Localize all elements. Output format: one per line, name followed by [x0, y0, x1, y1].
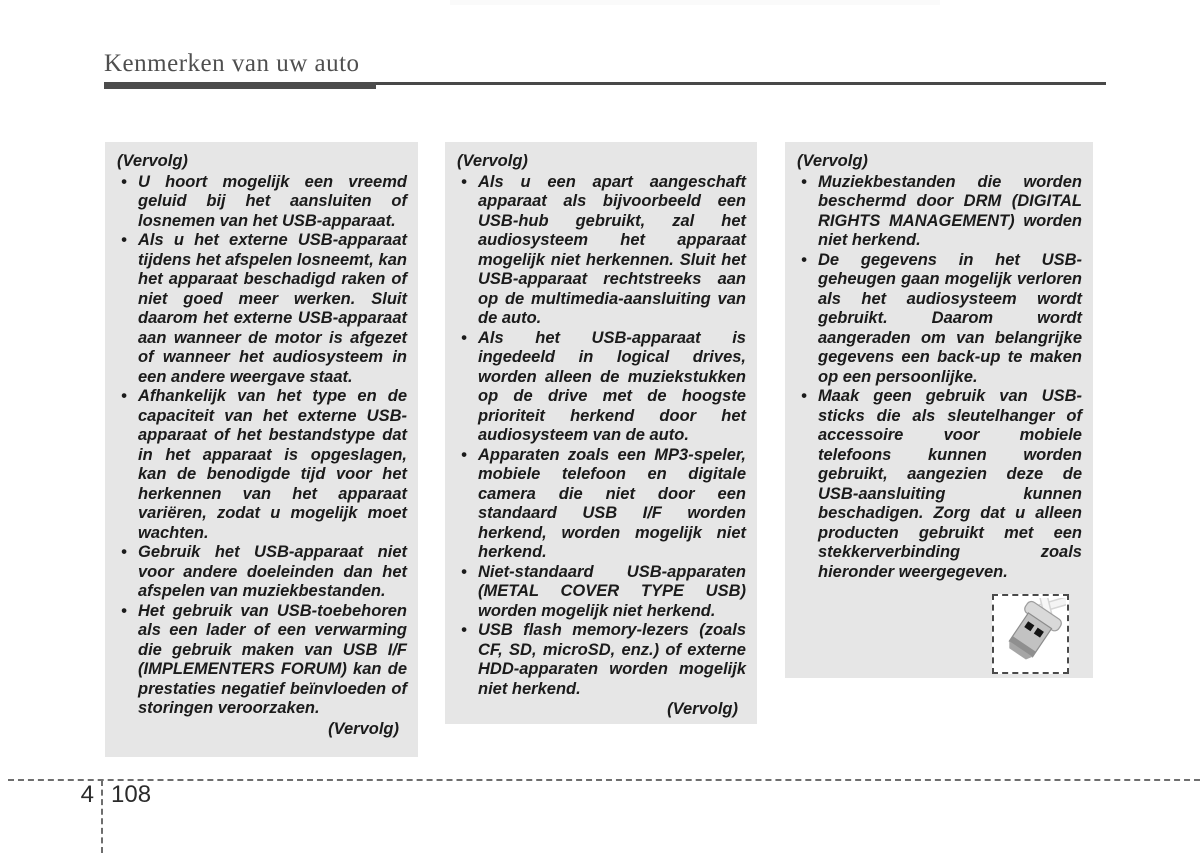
bullet-icon: •	[121, 601, 127, 620]
bullet-icon: •	[801, 172, 807, 191]
bullet-text: Niet-standaard USB-apparaten (METAL COVER TYPE USB) worden mogelijk niet herkend.	[478, 562, 746, 620]
bullet-text: Als het USB-apparaat is ingedeeld in logical drives, worden alleen de muziekstukken op de drive met de hoogste prioriteit herkend door het audiosysteem van de auto.	[478, 328, 746, 444]
continued-label-top: (Vervolg)	[457, 152, 528, 170]
bullet-icon: •	[801, 250, 807, 269]
bullet-item	[455, 563, 746, 622]
bullet-text: Apparaten zoals een MP3-speler, mobiele telefoon en digitale camera die niet door een standaard USB I/F worden herkend, worden mogelijk niet herkend.	[478, 445, 746, 561]
bullet-item	[795, 387, 1082, 582]
bullet-text: Maak geen gebruik van USB-sticks die als sleutelhanger of accessoire voor mobiele telefoons kunnen worden gebruikt, aangezien deze de USB-aansluiting kunnen beschadigen. Zorg dat u alleen producten gebruikt met een stekkerverbinding zoals hieronder weergegeven.	[818, 387, 1082, 581]
bullet-item	[115, 602, 407, 719]
usb-plug-icon	[996, 598, 1066, 670]
bullet-icon: •	[121, 543, 127, 561]
bullet-item	[455, 329, 746, 446]
bullet-icon: •	[121, 172, 127, 191]
bullet-icon: •	[461, 621, 467, 639]
bullet-text: Als u het externe USB-apparaat tijdens het afspelen losneemt, kan het apparaat beschadigd raken of niet goed meer werken. Sluit daarom het externe USB-apparaat aan wanneer de motor is afgezet of wanneer het audiosysteem in een andere weergave staat.	[138, 231, 407, 386]
bullet-icon: •	[801, 387, 807, 405]
continued-label-top: (Vervolg)	[117, 152, 188, 170]
footer-page-divider	[101, 780, 103, 853]
usb-connector-image	[992, 594, 1069, 674]
scan-artifact-strip	[450, 0, 940, 5]
bullet-item	[455, 621, 746, 699]
note-column-1	[105, 142, 418, 757]
bullet-item	[795, 251, 1082, 388]
continued-label-bottom: (Vervolg)	[328, 719, 399, 738]
title-rule-thin	[376, 82, 1106, 85]
bullet-icon: •	[121, 387, 127, 405]
bullet-item	[115, 231, 407, 387]
bullet-item	[115, 543, 407, 602]
page-number: 108	[111, 781, 152, 808]
bullet-item	[115, 387, 407, 543]
bullet-text: Gebruik het USB-apparaat niet voor andere doeleinden dan het afspelen van muziekbestanden.	[138, 543, 407, 600]
bullet-icon: •	[461, 445, 467, 464]
bullet-icon: •	[461, 562, 467, 581]
page-title: Kenmerken van uw auto	[104, 50, 360, 77]
note-column-2	[445, 142, 757, 724]
bullet-text: De gegevens in het USB-geheugen gaan mogelijk verloren als het audiosysteem wordt gebruikt. Daarom wordt aangeraden om van belangrijke gegevens een back-up te maken op een persoonlijke.	[818, 250, 1082, 386]
bullet-text: USB flash memory-lezers (zoals CF, SD, microSD, enz.) of externe HDD-apparaten worden mogelijk niet herkend.	[478, 621, 746, 698]
chapter-number: 4	[80, 781, 94, 808]
bullet-item	[115, 173, 407, 232]
title-rule-thick	[104, 82, 376, 89]
continued-label-top: (Vervolg)	[797, 152, 868, 170]
note-column-3	[785, 142, 1093, 678]
bullet-icon: •	[121, 231, 127, 249]
bullet-item	[455, 173, 746, 329]
bullet-text: Het gebruik van USB-toebehoren als een lader of een verwarming die gebruik maken van USB I/F (IMPLEMENTERS FORUM) kan de prestaties negatief beïnvloeden of storingen veroorzaken.	[138, 601, 407, 717]
footer-divider	[8, 779, 1200, 781]
bullet-icon: •	[461, 328, 467, 347]
bullet-text: Muziekbestanden die worden beschermd door DRM (DIGITAL RIGHTS MANAGEMENT) worden niet herkend.	[818, 172, 1082, 249]
bullet-item	[795, 173, 1082, 251]
bullet-item	[455, 446, 746, 563]
bullet-text: Afhankelijk van het type en de capaciteit van het externe USB-apparaat of het bestandstype dat in het apparaat is opgeslagen, kan de benodigde tijd voor het herkennen van het apparaat variëren, zodat u mogelijk moet wachten.	[138, 387, 407, 542]
continued-label-bottom: (Vervolg)	[667, 700, 738, 718]
bullet-icon: •	[461, 172, 467, 191]
bullet-text: U hoort mogelijk een vreemd geluid bij het aansluiten of losnemen van het USB-apparaat.	[138, 172, 407, 230]
bullet-text: Als u een apart aangeschaft apparaat als bijvoorbeeld een USB-hub gebruikt, zal het audiosysteem het apparaat mogelijk niet herkennen. Sluit het USB-apparaat rechtstreeks aan op de multimedia-aansluiting van de auto.	[478, 172, 746, 327]
